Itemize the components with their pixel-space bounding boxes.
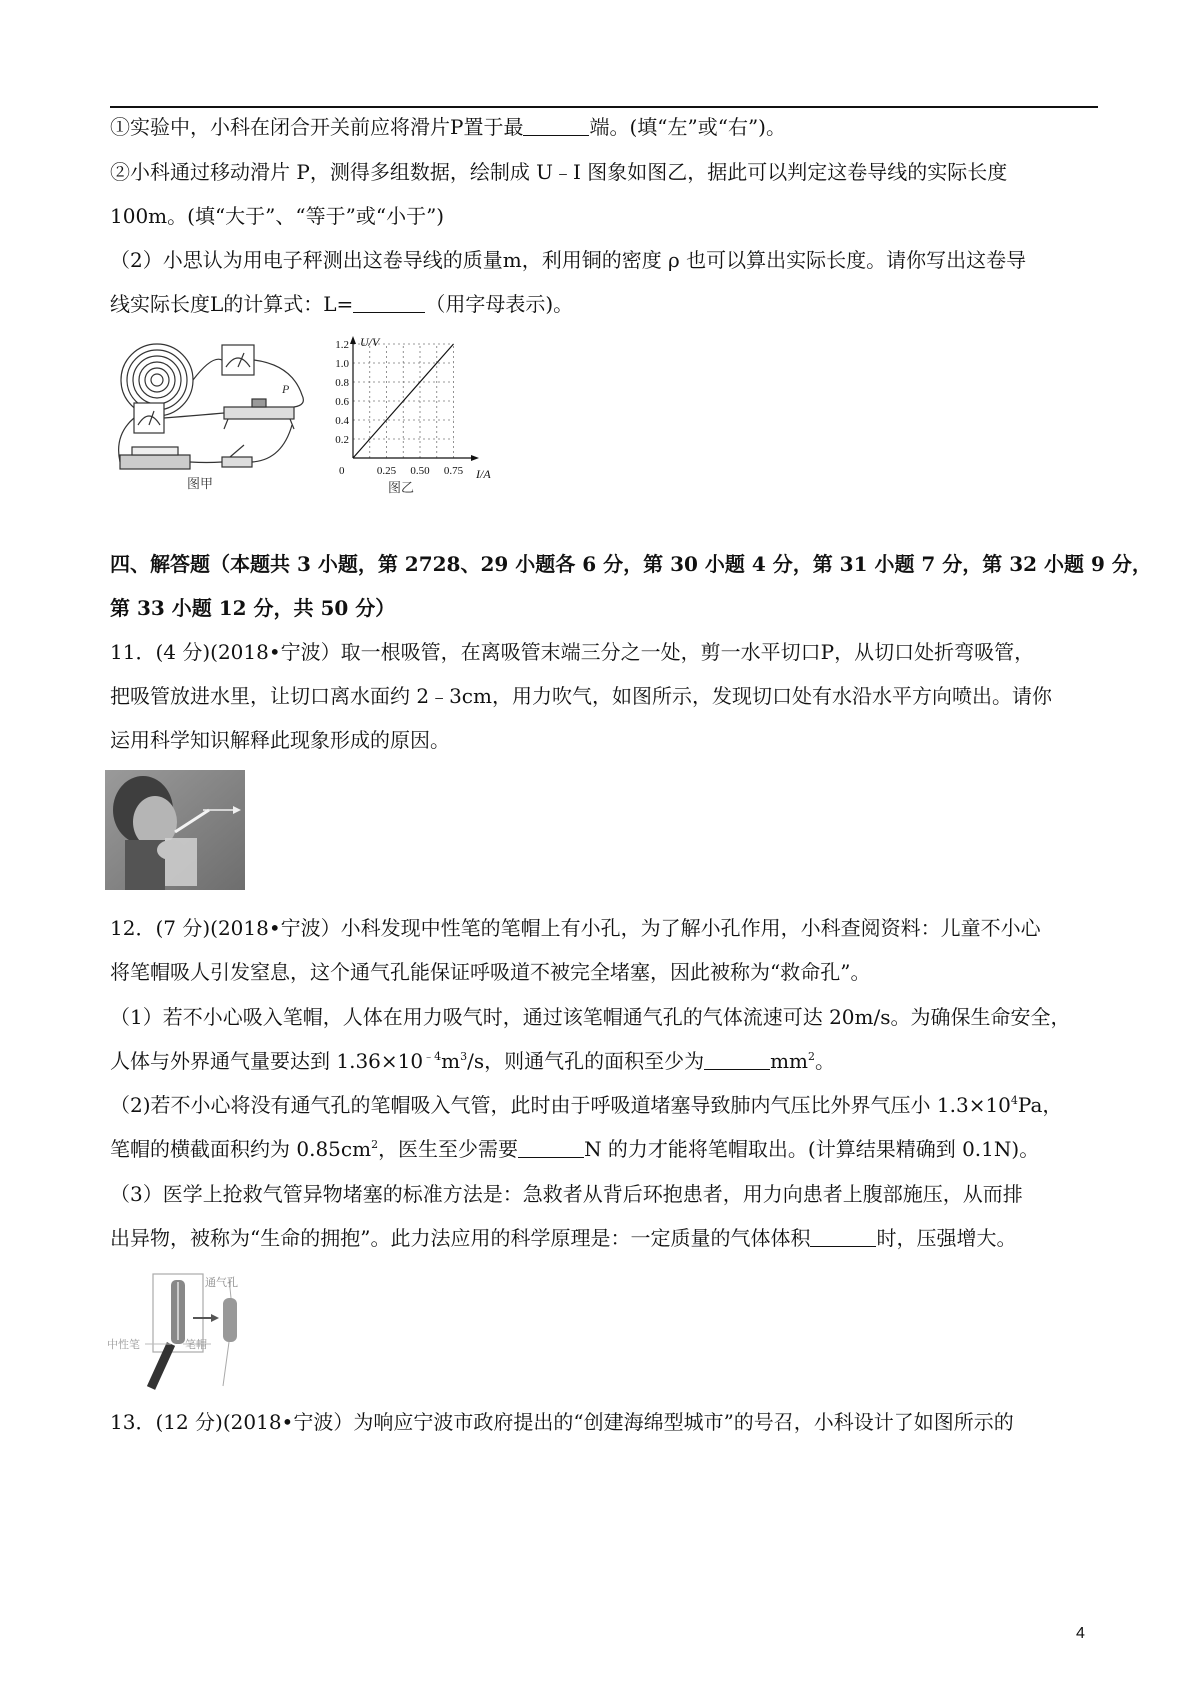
answer-blank[interactable] — [518, 1137, 584, 1158]
fig-label-cap: 笔帽 — [185, 1339, 207, 1351]
y-tick-label: 0.8 — [335, 377, 349, 389]
figure-caption-jia: 图甲 — [187, 476, 214, 491]
q12-part2-cont: 笔帽的横截面积约为 $0.85cm^2$，医生至少需要 N 的力才能将笔帽取出。(计算结果精确到 0.1N)。 — [110, 1137, 1040, 1161]
y-axis-label: U/V — [360, 335, 380, 349]
figure-caption-yi: 图乙 — [388, 480, 415, 495]
fig-label-hole: 通气孔 — [205, 1277, 238, 1289]
q10-part3: （2）小思认为用电子秤测出这卷导线的质量m，利用铜的密度 ρ 也可以算出实际长度。请你写出这卷导 — [110, 248, 1027, 272]
section-heading: 四、解答题（本题共 3 小题，第 2728、29 小题各 6 分，第 30 小题 4 分，第 31 小题 7 分，第 32 小题 9 分， — [110, 552, 1152, 576]
q11-line3: 运用科学知识解释此现象形成的原因。 — [110, 728, 450, 752]
x-tick-label: 0.50 — [410, 465, 430, 477]
q13-line1: 13．(12 分)(2018•宁波）为响应宁波市政府提出的“创建海绵型城市”的号召，小科设计了如图所示的 — [110, 1410, 1014, 1434]
q10-part3-cont: 线实际长度L的计算式：L= （用字母表示)。 — [110, 292, 574, 316]
section-heading-cont: 第 33 小题 12 分，共 50 分） — [110, 596, 396, 620]
x-tick-label: 0.75 — [443, 465, 464, 477]
y-tick-label: 0.6 — [335, 396, 349, 408]
q11-line1: 11．(4 分)(2018•宁波）取一根吸管，在离吸管末端三分之一处，剪一水平切口P，从切口处折弯吸管， — [110, 640, 1035, 664]
x-tick-label: 0 — [339, 465, 345, 477]
q10-part2-cont: 100m。(填“大于”、“等于”或“小于”) — [110, 204, 445, 228]
straw-experiment-photo — [105, 770, 245, 890]
y-tick-label: 1.2 — [335, 339, 349, 351]
answer-blank[interactable] — [523, 115, 589, 136]
q12-part3: （3）医学上抢救气管异物堵塞的标准方法是：急救者从背后环抱患者，用力向患者上腹部施压，从而排 — [110, 1182, 1023, 1206]
page-number: 4 — [1076, 1625, 1085, 1642]
answer-blank[interactable] — [353, 292, 425, 313]
y-tick-label: 0.4 — [335, 415, 349, 427]
header-rule — [110, 106, 1098, 108]
answer-blank[interactable] — [704, 1049, 770, 1070]
u-i-graph — [320, 330, 500, 495]
pen-cap-figure — [105, 1268, 275, 1393]
y-tick-label: 1.0 — [335, 358, 349, 370]
svg-text:P: P — [282, 382, 290, 396]
circuit-figure — [112, 335, 317, 495]
x-tick-label: 0.25 — [376, 465, 397, 477]
fig-label-pen: 中性笔 — [107, 1339, 140, 1351]
y-tick-label: 0.2 — [335, 434, 349, 446]
q12-part1-cont: 人体与外界通气量要达到 $1.36\times 10^{﹣4}m^3/s$，则通气孔的面积至少为 $mm^2$。 — [110, 1049, 836, 1073]
q11-line2: 把吸管放进水里，让切口离水面约 2﹣3cm，用力吹气，如图所示，发现切口处有水沿水平方向喷出。请你 — [110, 684, 1052, 708]
q12-line1: 12．(7 分)(2018•宁波）小科发现中性笔的笔帽上有小孔，为了解小孔作用，小科查阅资料：儿童不小心 — [110, 916, 1041, 940]
q10-part1: ①实验中，小科在闭合开关前应将滑片P置于最 端。(填“左”或“右”)。 — [110, 115, 786, 139]
q12-part2: （2)若不小心将没有通气孔的笔帽吸入气管，此时由于呼吸道堵塞导致肺内气压比外界气压小 $1.3\times 10^4Pa$， — [110, 1093, 1063, 1117]
x-axis-label: I/A — [476, 467, 491, 481]
q12-part1: （1）若不小心吸入笔帽，人体在用力吸气时，通过该笔帽通气孔的气体流速可达 20m/s。为确保生命安全， — [110, 1005, 1071, 1029]
answer-blank[interactable] — [810, 1226, 876, 1247]
q12-line2: 将笔帽吸人引发窒息，这个通气孔能保证呼吸道不被完全堵塞，因此被称为“救命孔”。 — [110, 960, 871, 984]
q10-part2: ②小科通过移动滑片 P，测得多组数据，绘制成 U﹣I 图象如图乙，据此可以判定这卷导线的实际长度 — [110, 160, 1008, 184]
q12-part3-cont: 出异物，被称为“生命的拥抱”。此力法应用的科学原理是：一定质量的气体体积 时，压强增大。 — [110, 1226, 1017, 1250]
